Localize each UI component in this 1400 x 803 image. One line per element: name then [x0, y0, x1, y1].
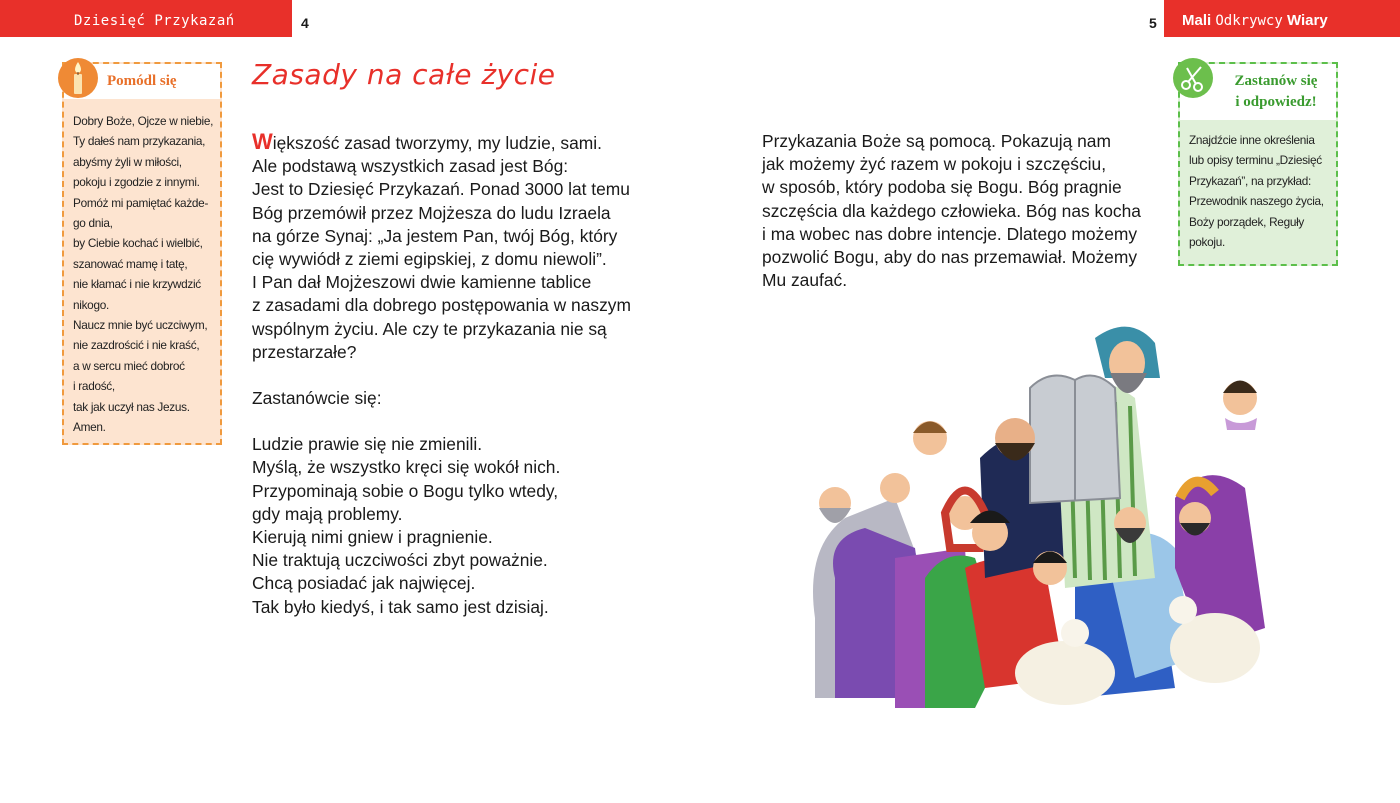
- prayer-line: Pomóż mi pamiętać każde-: [73, 195, 209, 210]
- left-header-title: Dziesięć Przykazań: [74, 13, 235, 29]
- paragraph-reflect: Zastanówcie się:: [252, 388, 382, 409]
- series-word-1: Mali: [1182, 12, 1212, 29]
- page-title: Zasady na całe życie: [252, 58, 556, 91]
- prayer-line: pokoju i zgodzie z innymi.: [73, 175, 200, 190]
- think-line: Znajdźcie inne określenia: [1189, 133, 1315, 147]
- think-text: [1189, 130, 1324, 252]
- prayer-line: go dnia,: [73, 216, 113, 231]
- drop-cap: W: [252, 129, 273, 154]
- think-heading-line2: i odpowiedz!: [1235, 94, 1317, 110]
- right-header-title: [1182, 12, 1328, 29]
- think-box-heading: [1220, 71, 1332, 113]
- series-word-3: Wiary: [1286, 12, 1328, 29]
- prayer-line: Dobry Boże, Ojcze w niebie,: [73, 114, 214, 128]
- prayer-line: a w sercu mieć dobroć: [73, 358, 185, 373]
- paragraph-people: Ludzie prawie się nie zmienili. Myślą, że wszystko kręci się wokół nich. Przypominają sobie o Bogu tylko wtedy, gdy mają problemy. Kierują nimi gniew i pragnienie. Nie traktują uczciwości zbyt poważnie. Chcą posiadać jak najwięcej. Tak było kiedyś, i tak samo jest dzisiaj.: [252, 434, 561, 617]
- think-line: Przykazań”, na przykład:: [1189, 173, 1311, 188]
- main-text-column-right: [762, 130, 1162, 292]
- paragraph-intro-rest: Ale podstawą wszystkich zasad jest Bóg: Jest to Dziesięć Przykazań. Ponad 3000 lat temu Bóg przemówił przez Mojżesza do ludu Izraela na górze Synaj: „Ja jestem Pan, twój Bóg, który cię wywiódł z ziemi egipskiej, z domu niewoli”. I Pan dał Mojżeszowi dwie kamienne tablice z zasadami dla dobrego postępowania w naszym wspólnym życiu. Ale czy te przykazania nie są przestarzałe?: [252, 156, 631, 362]
- think-line: Przewodnik naszego życia,: [1189, 194, 1324, 209]
- left-header-bar: [0, 0, 292, 37]
- paragraph-commandments-help: Przykazania Boże są pomocą. Pokazują nam jak możemy żyć razem w pokoju i szczęściu, w sposób, który podoba się Bogu. Bóg pragnie szczęścia dla każdego człowieka. Bóg nas kocha i ma wobec nas dobre intencje. Dlatego możemy pozwolić Bogu, aby do nas przemawiał. Możemy Mu zaufać.: [762, 131, 1141, 291]
- prayer-line: by Ciebie kochać i wielbić,: [73, 236, 203, 251]
- left-page-number: 4: [301, 15, 309, 31]
- think-line: Boży porządek, Reguły: [1189, 214, 1305, 229]
- prayer-line: nie zazdrościć i nie kraść,: [73, 338, 200, 353]
- prayer-line: Amen.: [73, 420, 106, 435]
- prayer-line: Ty dałeś nam przykazania,: [73, 134, 206, 149]
- prayer-line: tak jak uczył nas Jezus.: [73, 399, 190, 414]
- prayer-text: [73, 111, 213, 438]
- paragraph-intro: [252, 130, 652, 155]
- think-line: lub opisy terminu „Dziesięć: [1189, 153, 1322, 168]
- prayer-line: abyśmy żyli w miłości,: [73, 154, 182, 169]
- think-heading-line1: Zastanów się: [1234, 73, 1318, 89]
- prayer-box: [62, 62, 222, 445]
- prayer-line: Naucz mnie być uczciwym,: [73, 318, 208, 333]
- intro-first-line: iększość zasad tworzymy, my ludzie, sami.: [272, 133, 602, 153]
- think-line: pokoju.: [1189, 235, 1225, 250]
- scissors-icon: [1173, 58, 1213, 98]
- moses-illustration: [775, 318, 1285, 728]
- candle-icon: [58, 58, 98, 98]
- prayer-line: i radość,: [73, 379, 115, 394]
- right-header-bar: [1164, 0, 1400, 37]
- main-text-column-left: [252, 130, 652, 619]
- right-page-number: 5: [1149, 15, 1157, 31]
- series-word-2: Odkrywcy: [1215, 13, 1283, 29]
- prayer-box-heading: Pomódl się: [107, 73, 177, 89]
- prayer-line: nie kłamać i nie krzywdzić: [73, 277, 201, 292]
- prayer-line: nikogo.: [73, 297, 109, 312]
- prayer-line: szanować mamę i tatę,: [73, 256, 188, 271]
